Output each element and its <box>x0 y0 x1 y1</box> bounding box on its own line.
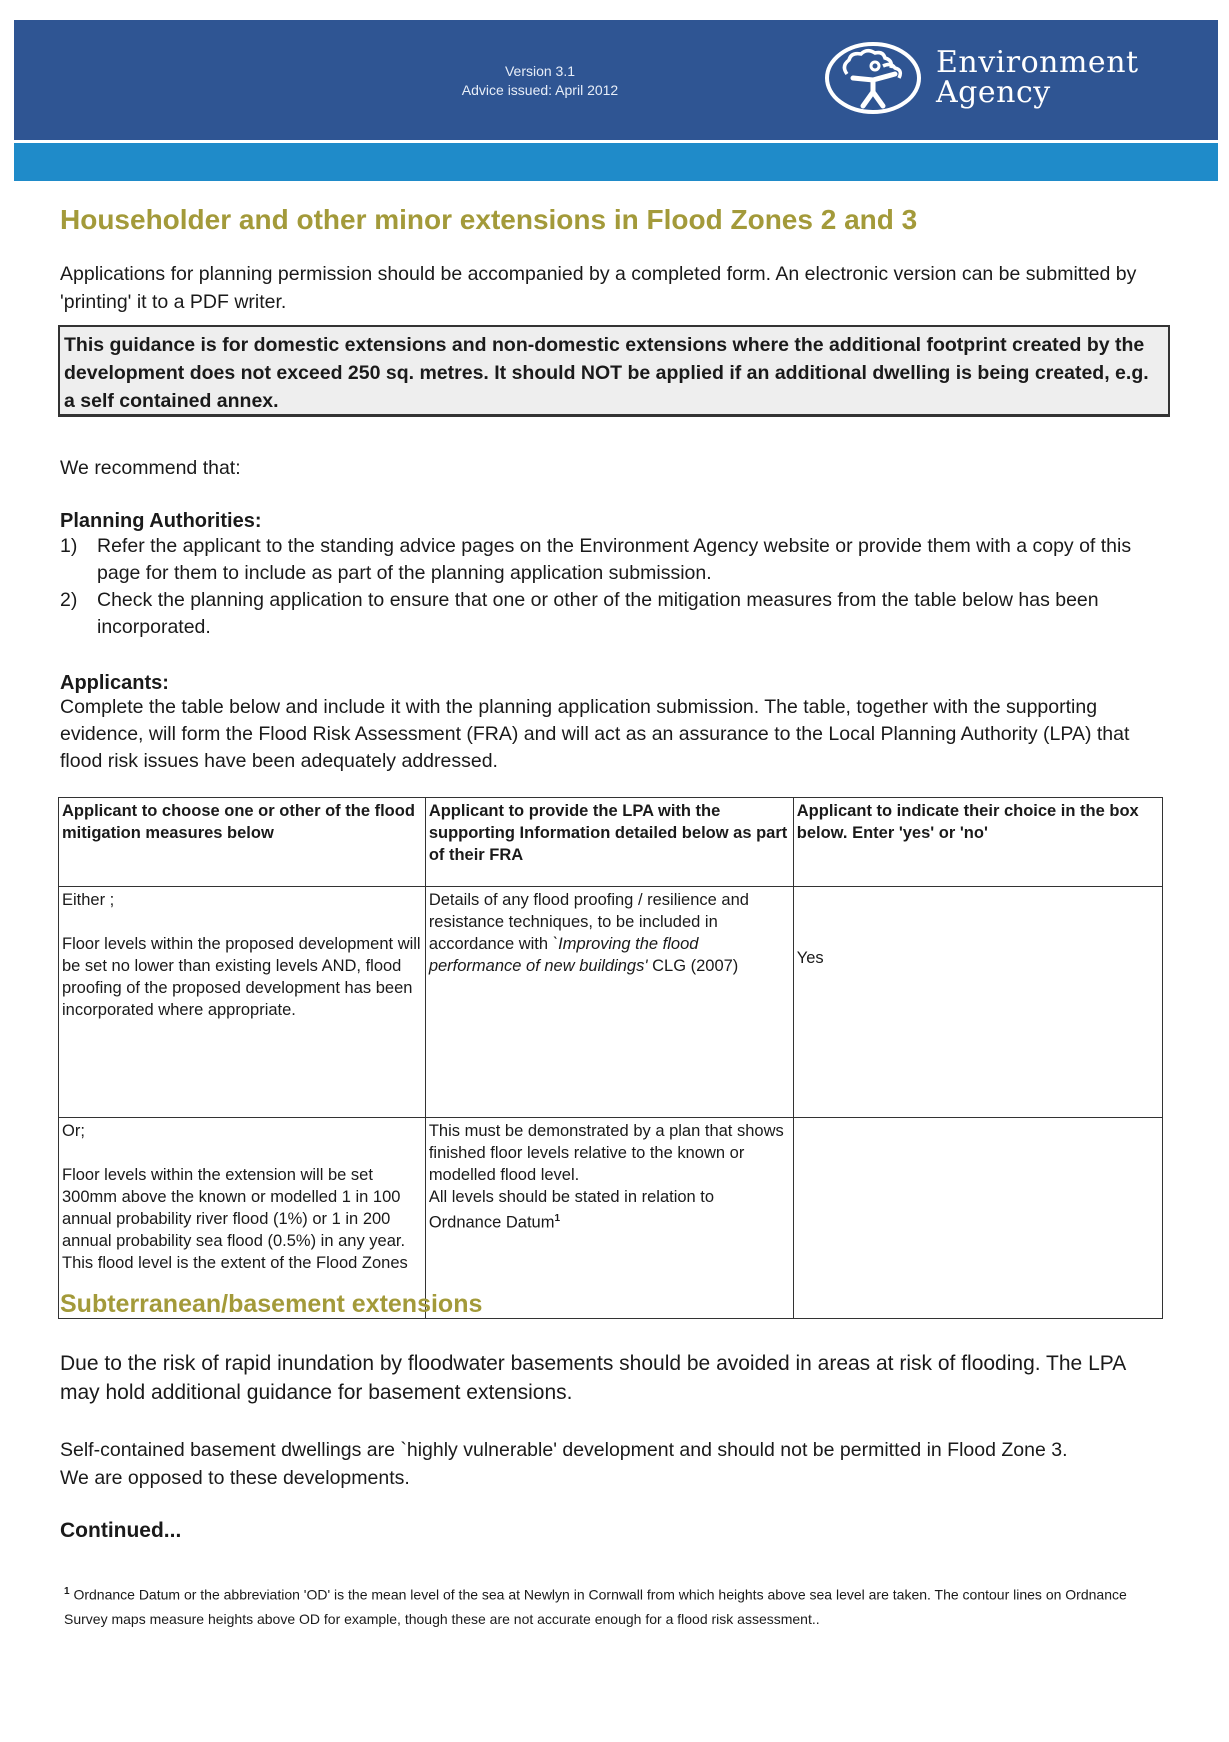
tree-person-icon <box>822 40 924 116</box>
header-stripe <box>14 143 1218 181</box>
table-row <box>59 887 1163 1118</box>
table-header-row <box>59 798 1163 887</box>
info-text: Details of any flood proofing / resilience and resistance techniques, to be included in accordance with <box>428 891 749 953</box>
basement-heading: Subterranean/basement extensions <box>60 1290 483 1318</box>
choice-cell[interactable] <box>793 1118 1162 1319</box>
mitigation-table <box>58 797 1163 1319</box>
footnote-mark: 1 <box>64 1586 70 1597</box>
measure-cell <box>59 1118 426 1319</box>
logo-line-1: Environment <box>936 45 1139 80</box>
page-title: Householder and other minor extensions in Flood Zones 2 and 3 <box>60 204 918 235</box>
version-label: Version 3.1 <box>504 63 576 79</box>
planning-authorities-heading: Planning Authorities: <box>60 510 262 532</box>
measure-cell <box>59 887 426 1118</box>
info-text: This must be demonstrated by a plan that shows finished floor levels relative to the known or modelled flood level. <box>428 1122 784 1184</box>
measure-text: Floor levels within the extension will be set 300mm above the known or modelled 1 in 100 annual probability river flood (1%) or 1 in 200 annual probability sea flood (0.5%) in any year. This flood level is the extent of the Flood Zones <box>62 1166 408 1272</box>
list-text: Refer the applicant to the standing advice pages on the Environment Agency website or provide them with a copy of this page for them to include as part of the planning application submission. <box>97 535 1132 584</box>
logo-line-2: Agency <box>936 75 1051 110</box>
list-item <box>60 533 1170 587</box>
footnote <box>64 1580 1174 1631</box>
list-number: 1) <box>60 535 78 557</box>
option-label: Either ; <box>62 891 115 909</box>
table-row <box>59 1118 1163 1319</box>
publication-title: `Improving the flood performance of new buildings' <box>428 935 699 975</box>
list-number: 2) <box>60 589 78 611</box>
option-label: Or; <box>62 1122 85 1140</box>
footnote-ref[interactable]: 1 <box>554 1213 561 1224</box>
measure-text: Floor levels within the proposed development will be set no lower than existing levels AND, flood proofing of the proposed development has been incorporated where appropriate. <box>62 935 421 1019</box>
choice-cell[interactable] <box>793 887 1162 1118</box>
header-supporting-info: Applicant to provide the LPA with the supporting Information detailed below as part of their FRA <box>425 798 793 887</box>
basement-para-2: Self-contained basement dwellings are `highly vulnerable' development and should not be permitted in Flood Zone 3. We are opposed to these developments. <box>60 1439 1068 1489</box>
choice-value[interactable]: Yes <box>796 949 824 967</box>
applicants-text: Complete the table below and include it with the planning application submission. The table, together with the supporting evidence, will form the Flood Risk Assessment (FRA) and will act as an assurance to the Local Planning Authority (LPA) that flood risk issues have been adequately addressed. <box>60 696 1130 772</box>
info-cell <box>425 887 793 1118</box>
footnote-text: Ordnance Datum or the abbreviation 'OD' is the mean level of the sea at Newlyn in Cornwall from which heights above sea level are taken. The contour lines on Ordnance Survey maps measure heights above OD for example, though these are not accurate enough for a flood risk assessment.. <box>64 1586 1127 1627</box>
advice-date: Advice issued: April 2012 <box>461 82 619 98</box>
info-text: All levels should be stated in relation to Ordnance Datum <box>428 1188 715 1232</box>
recommend-text: We recommend that: <box>60 457 241 479</box>
info-source: CLG (2007) <box>647 957 739 975</box>
info-cell <box>425 1118 793 1319</box>
logo-text <box>936 45 1139 110</box>
guidance-notice: This guidance is for domestic extensions and non-domestic extensions where the additional footprint created by the development does not exceed 250 sq. metres. It should NOT be applied if an additional dwelling is being created, e.g. a self contained annex. <box>58 325 1170 417</box>
list-text: Check the planning application to ensure that one or other of the mitigation measures from the table below has been incorporated. <box>97 589 1099 638</box>
basement-para-1: Due to the risk of rapid inundation by floodwater basements should be avoided in areas at risk of flooding. The LPA may hold additional guidance for basement extensions. <box>60 1352 1126 1404</box>
list-item <box>60 587 1170 641</box>
header-measures: Applicant to choose one or other of the flood mitigation measures below <box>59 798 426 887</box>
applicants-heading: Applicants: <box>60 672 169 694</box>
version-info <box>410 62 670 100</box>
header-choice: Applicant to indicate their choice in the box below. Enter 'yes' or 'no' <box>793 798 1162 887</box>
planning-authorities-list <box>60 533 1170 641</box>
intro-text: Applications for planning permission should be accompanied by a completed form. An electronic version can be submitted by 'printing' it to a PDF writer. <box>60 263 1137 313</box>
environment-agency-logo <box>822 40 1139 116</box>
continued-label: Continued... <box>60 1519 182 1542</box>
